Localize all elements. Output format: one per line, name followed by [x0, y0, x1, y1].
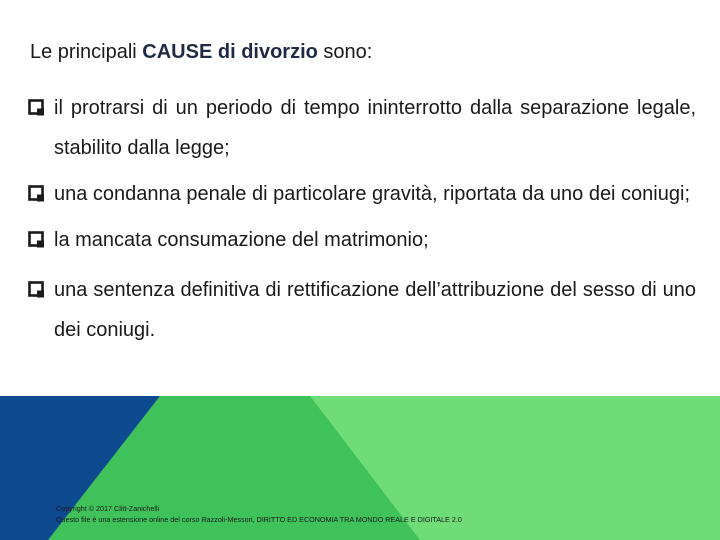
footer-note: Questo file è una estensione online del corso Razzoli-Messori, DIRITTO ED ECONOMIA TRA MONDO REALE E DIGITALE 2.0 — [56, 514, 462, 524]
footer-credits — [56, 504, 462, 525]
checkbox-bullet-icon — [28, 185, 44, 202]
checkbox-bullet-icon — [28, 231, 44, 248]
list-item — [28, 270, 696, 350]
heading-before: Le principali — [30, 41, 143, 63]
list-item-text: la mancata consumazione del matrimonio; — [54, 229, 429, 251]
footer-copyright: Copyright © 2017 Clitt-Zanichelli — [56, 504, 160, 513]
list-item — [28, 174, 696, 214]
list-item-text: una sentenza definitiva di rettificazione dell’attribuzione del sesso di uno dei coniugi. — [54, 279, 696, 341]
slide-content — [28, 38, 696, 356]
checkbox-bullet-icon — [28, 281, 44, 298]
heading-emphasis: CAUSE di divorzio — [142, 41, 318, 63]
heading-after: sono: — [317, 41, 373, 63]
list-item — [28, 88, 696, 168]
slide-heading — [30, 38, 696, 66]
causes-list — [28, 88, 696, 350]
list-item — [28, 220, 696, 260]
list-item-text: il protrarsi di un periodo di tempo ininterrotto dalla separazione legale, stabilito dalla legge; — [54, 97, 696, 159]
list-item-text: una condanna penale di particolare gravità, riportata da uno dei coniugi; — [54, 183, 690, 205]
checkbox-bullet-icon — [28, 99, 44, 116]
